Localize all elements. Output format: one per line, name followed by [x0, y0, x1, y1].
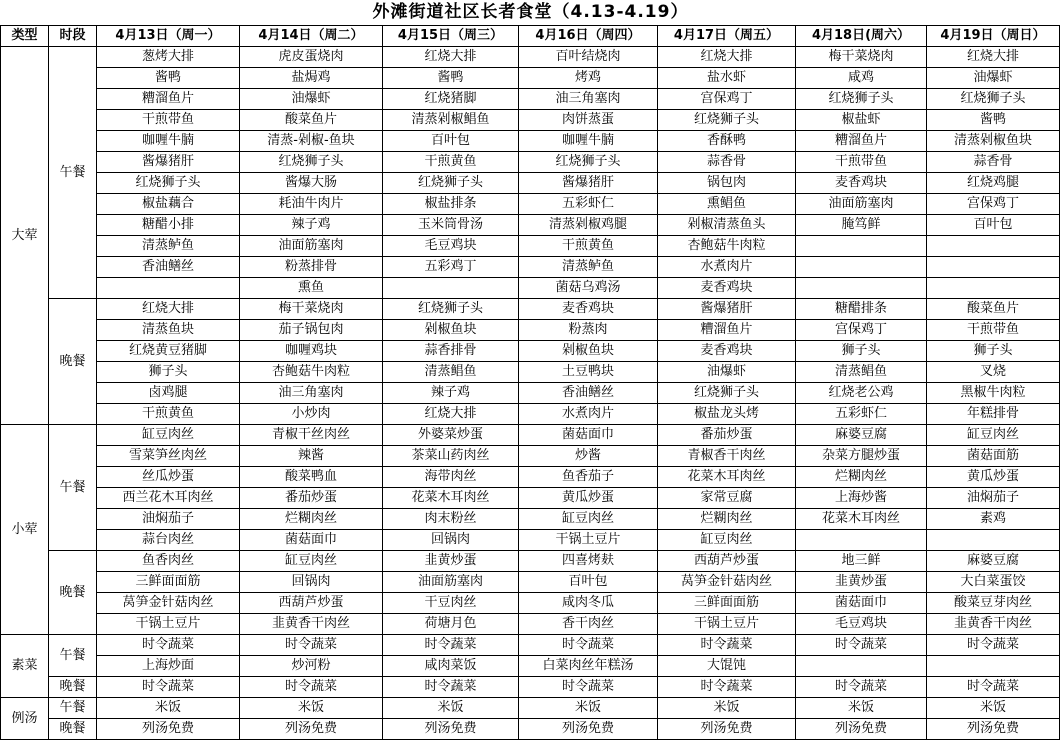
dish-cell: 四喜烤麸: [519, 551, 658, 572]
table-row: [1, 614, 1060, 635]
dish-cell: 清蒸鲈鱼: [97, 236, 240, 257]
meal-period-cell: 晚餐: [49, 719, 97, 740]
dish-cell: 干煎黄鱼: [97, 404, 240, 425]
dish-cell: 五彩鸡丁: [383, 257, 519, 278]
dish-cell: 茶菜山药肉丝: [383, 446, 519, 467]
table-row: [1, 425, 1060, 446]
dish-cell: 蒜香骨: [658, 152, 796, 173]
dish-cell: 红烧狮子头: [519, 152, 658, 173]
dish-cell: 大馄饨: [658, 656, 796, 677]
dish-cell: 青椒干丝肉丝: [240, 425, 383, 446]
dish-cell: 干豆肉丝: [383, 593, 519, 614]
dish-cell: 缸豆肉丝: [927, 425, 1060, 446]
meal-period-cell: 晚餐: [49, 551, 97, 635]
table-row: [1, 530, 1060, 551]
dish-cell: 小炒肉: [240, 404, 383, 425]
dish-cell: 耗油牛肉片: [240, 194, 383, 215]
category-cell: 例汤: [1, 698, 49, 740]
header-cell: 4月14日（周二）: [240, 26, 383, 47]
dish-cell: 酱爆大肠: [240, 173, 383, 194]
dish-cell: 时令蔬菜: [519, 677, 658, 698]
dish-cell: 西兰花木耳肉丝: [97, 488, 240, 509]
dish-cell: 辣子鸡: [240, 215, 383, 236]
dish-cell: 盐水虾: [658, 68, 796, 89]
dish-cell: 毛豆鸡块: [796, 614, 927, 635]
dish-cell: 鱼香茄子: [519, 467, 658, 488]
dish-cell: 五彩虾仁: [519, 194, 658, 215]
dish-cell: 辣子鸡: [383, 383, 519, 404]
dish-cell: 时令蔬菜: [240, 677, 383, 698]
dish-cell: 咸鸡: [796, 68, 927, 89]
dish-cell: 菌菇面巾: [240, 530, 383, 551]
dish-cell: 鱼香肉丝: [97, 551, 240, 572]
dish-cell: [927, 278, 1060, 299]
dish-cell: 干煎带鱼: [927, 320, 1060, 341]
dish-cell: 油爆虾: [927, 68, 1060, 89]
dish-cell: 宫保鸡丁: [658, 89, 796, 110]
dish-cell: 菌菇乌鸡汤: [519, 278, 658, 299]
dish-cell: 清蒸剁椒鸡腿: [519, 215, 658, 236]
dish-cell: 红烧大排: [97, 299, 240, 320]
dish-cell: 回锅肉: [240, 572, 383, 593]
dish-cell: 清蒸-剁椒-鱼块: [240, 131, 383, 152]
category-cell: 小荤: [1, 425, 49, 635]
meal-period-cell: 午餐: [49, 425, 97, 551]
dish-cell: 黑椒牛肉粒: [927, 383, 1060, 404]
dish-cell: 梅干菜烧肉: [240, 299, 383, 320]
dish-cell: 红烧狮子头: [97, 173, 240, 194]
dish-cell: 玉米筒骨汤: [383, 215, 519, 236]
dish-cell: 米饭: [97, 698, 240, 719]
dish-cell: 酸菜鱼片: [240, 110, 383, 131]
dish-cell: 时令蔬菜: [658, 635, 796, 656]
dish-cell: 时令蔬菜: [97, 635, 240, 656]
dish-cell: 白菜肉丝年糕汤: [519, 656, 658, 677]
category-cell: 大荤: [1, 47, 49, 425]
dish-cell: 列汤免费: [240, 719, 383, 740]
table-row: [1, 215, 1060, 236]
dish-cell: 干锅土豆片: [519, 530, 658, 551]
dish-cell: 菌菇面巾: [796, 593, 927, 614]
dish-cell: 莴笋金针菇肉丝: [97, 593, 240, 614]
table-row: [1, 509, 1060, 530]
dish-cell: 清蒸剁椒鱼块: [927, 131, 1060, 152]
dish-cell: 缸豆肉丝: [658, 530, 796, 551]
dish-cell: 咖喱鸡块: [240, 341, 383, 362]
table-row: [1, 194, 1060, 215]
dish-cell: 回锅肉: [383, 530, 519, 551]
dish-cell: 土豆鸭块: [519, 362, 658, 383]
dish-cell: 酱鸭: [97, 68, 240, 89]
dish-cell: 百叶包: [927, 215, 1060, 236]
dish-cell: 番茄炒蛋: [658, 425, 796, 446]
table-row: [1, 152, 1060, 173]
header-cell: 4月17日（周五）: [658, 26, 796, 47]
table-row: [1, 89, 1060, 110]
table-row: [1, 383, 1060, 404]
table-row: [1, 467, 1060, 488]
dish-cell: 辣酱: [240, 446, 383, 467]
dish-cell: 上海炒面: [97, 656, 240, 677]
dish-cell: 番茄炒蛋: [240, 488, 383, 509]
dish-cell: 红烧老公鸡: [796, 383, 927, 404]
dish-cell: 卤鸡腿: [97, 383, 240, 404]
dish-cell: 麦香鸡块: [658, 278, 796, 299]
table-row: [1, 698, 1060, 719]
dish-cell: 红烧狮子头: [658, 110, 796, 131]
dish-cell: 梅干菜烧肉: [796, 47, 927, 68]
dish-cell: 米饭: [927, 698, 1060, 719]
dish-cell: 咖喱牛腩: [97, 131, 240, 152]
category-cell: 素菜: [1, 635, 49, 698]
table-row: [1, 47, 1060, 68]
dish-cell: 菌菇面巾: [519, 425, 658, 446]
dish-cell: 酱爆猪肝: [97, 152, 240, 173]
dish-cell: 韭黄香干肉丝: [240, 614, 383, 635]
dish-cell: 列汤免费: [519, 719, 658, 740]
dish-cell: 上海炒酱: [796, 488, 927, 509]
dish-cell: 红烧大排: [383, 47, 519, 68]
dish-cell: 五彩虾仁: [796, 404, 927, 425]
dish-cell: 麦香鸡块: [519, 299, 658, 320]
dish-cell: 葱烤大排: [97, 47, 240, 68]
header-cell: 时段: [49, 26, 97, 47]
table-row: [1, 341, 1060, 362]
dish-cell: 麦香鸡块: [796, 173, 927, 194]
header-cell: 4月18日(周六）: [796, 26, 927, 47]
header-cell: 4月15日（周三）: [383, 26, 519, 47]
dish-cell: 红烧猪脚: [383, 89, 519, 110]
dish-cell: 丝瓜炒蛋: [97, 467, 240, 488]
dish-cell: 清蒸剁椒鲳鱼: [383, 110, 519, 131]
meal-period-cell: 午餐: [49, 635, 97, 677]
dish-cell: 蒜香排骨: [383, 341, 519, 362]
dish-cell: 香油鳝丝: [97, 257, 240, 278]
dish-cell: [927, 530, 1060, 551]
dish-cell: 油面筋塞肉: [240, 236, 383, 257]
dish-cell: 酱爆猪肝: [658, 299, 796, 320]
table-row: [1, 404, 1060, 425]
dish-cell: 花菜木耳肉丝: [796, 509, 927, 530]
dish-cell: 百叶结烧肉: [519, 47, 658, 68]
dish-cell: 酸菜豆芽肉丝: [927, 593, 1060, 614]
dish-cell: 杏鲍菇牛肉粒: [240, 362, 383, 383]
dish-cell: 椒盐藕合: [97, 194, 240, 215]
meal-period-cell: 晚餐: [49, 677, 97, 698]
dish-cell: 香酥鸭: [658, 131, 796, 152]
dish-cell: [97, 278, 240, 299]
table-row: [1, 719, 1060, 740]
meal-period-cell: 午餐: [49, 47, 97, 299]
table-row: [1, 257, 1060, 278]
dish-cell: 叉烧: [927, 362, 1060, 383]
dish-cell: 三鲜面面筋: [97, 572, 240, 593]
menu-table: [0, 25, 1060, 740]
dish-cell: 缸豆肉丝: [97, 425, 240, 446]
table-row: [1, 68, 1060, 89]
dish-cell: 红烧狮子头: [383, 173, 519, 194]
dish-cell: 麦香鸡块: [658, 341, 796, 362]
dish-cell: 锅包肉: [658, 173, 796, 194]
table-row: [1, 551, 1060, 572]
dish-cell: 香干肉丝: [519, 614, 658, 635]
dish-cell: 米饭: [240, 698, 383, 719]
dish-cell: 油面筋塞肉: [383, 572, 519, 593]
dish-cell: 时令蔬菜: [519, 635, 658, 656]
table-row: [1, 362, 1060, 383]
dish-cell: 时令蔬菜: [658, 677, 796, 698]
dish-cell: 干锅土豆片: [97, 614, 240, 635]
dish-cell: 糟溜鱼片: [658, 320, 796, 341]
dish-cell: 韭黄香干肉丝: [927, 614, 1060, 635]
dish-cell: 粉蒸肉: [519, 320, 658, 341]
dish-cell: 米饭: [383, 698, 519, 719]
dish-cell: 干煎黄鱼: [383, 152, 519, 173]
dish-cell: 缸豆肉丝: [240, 551, 383, 572]
dish-cell: 时令蔬菜: [927, 677, 1060, 698]
dish-cell: 大白菜蛋饺: [927, 572, 1060, 593]
table-row: [1, 446, 1060, 467]
dish-cell: 咖喱牛腩: [519, 131, 658, 152]
dish-cell: 红烧鸡腿: [927, 173, 1060, 194]
dish-cell: 列汤免费: [796, 719, 927, 740]
dish-cell: 肉饼蒸蛋: [519, 110, 658, 131]
dish-cell: 烤鸡: [519, 68, 658, 89]
dish-cell: 黄瓜炒蛋: [519, 488, 658, 509]
header-cell: 类型: [1, 26, 49, 47]
dish-cell: 烂糊肉丝: [796, 467, 927, 488]
dish-cell: 剁椒清蒸鱼头: [658, 215, 796, 236]
dish-cell: 米饭: [796, 698, 927, 719]
dish-cell: 时令蔬菜: [97, 677, 240, 698]
dish-cell: 清蒸鱼块: [97, 320, 240, 341]
dish-cell: 年糕排骨: [927, 404, 1060, 425]
dish-cell: [796, 656, 927, 677]
dish-cell: 烂糊肉丝: [240, 509, 383, 530]
dish-cell: 青椒香干肉丝: [658, 446, 796, 467]
dish-cell: 百叶包: [519, 572, 658, 593]
dish-cell: 西葫芦炒蛋: [658, 551, 796, 572]
dish-cell: 西葫芦炒蛋: [240, 593, 383, 614]
dish-cell: 干煎带鱼: [796, 152, 927, 173]
dish-cell: 干锅土豆片: [658, 614, 796, 635]
table-row: [1, 278, 1060, 299]
dish-cell: 油面筋塞肉: [796, 194, 927, 215]
dish-cell: 列汤免费: [97, 719, 240, 740]
dish-cell: 莴笋金针菇肉丝: [658, 572, 796, 593]
header-row: [1, 26, 1060, 47]
dish-cell: 毛豆鸡块: [383, 236, 519, 257]
dish-cell: 三鲜面面筋: [658, 593, 796, 614]
dish-cell: 米饭: [519, 698, 658, 719]
dish-cell: 酱鸭: [927, 110, 1060, 131]
dish-cell: 米饭: [658, 698, 796, 719]
dish-cell: 红烧狮子头: [796, 89, 927, 110]
dish-cell: 狮子头: [796, 341, 927, 362]
dish-cell: 韭黄炒蛋: [796, 572, 927, 593]
dish-cell: 剁椒鱼块: [383, 320, 519, 341]
dish-cell: 水煮肉片: [658, 257, 796, 278]
table-row: [1, 656, 1060, 677]
dish-cell: 黄瓜炒蛋: [927, 467, 1060, 488]
dish-cell: 油爆虾: [240, 89, 383, 110]
dish-cell: 虎皮蛋烧肉: [240, 47, 383, 68]
dish-cell: 宫保鸡丁: [796, 320, 927, 341]
dish-cell: 糖醋排条: [796, 299, 927, 320]
header-cell: 4月16日（周四）: [519, 26, 658, 47]
dish-cell: 水煮肉片: [519, 404, 658, 425]
dish-cell: 熏鱼: [240, 278, 383, 299]
dish-cell: 红烧狮子头: [240, 152, 383, 173]
dish-cell: 列汤免费: [658, 719, 796, 740]
dish-cell: 椒盐虾: [796, 110, 927, 131]
dish-cell: 红烧黄豆猪脚: [97, 341, 240, 362]
table-row: [1, 110, 1060, 131]
dish-cell: 酱鸭: [383, 68, 519, 89]
table-row: [1, 635, 1060, 656]
dish-cell: 杂菜方腿炒蛋: [796, 446, 927, 467]
dish-cell: 粉蒸排骨: [240, 257, 383, 278]
dish-cell: 缸豆肉丝: [519, 509, 658, 530]
dish-cell: 炒河粉: [240, 656, 383, 677]
dish-cell: 时令蔬菜: [796, 635, 927, 656]
dish-cell: 干煎黄鱼: [519, 236, 658, 257]
dish-cell: 麻婆豆腐: [796, 425, 927, 446]
menu-body: [1, 47, 1060, 740]
dish-cell: 列汤免费: [927, 719, 1060, 740]
dish-cell: [796, 257, 927, 278]
dish-cell: 狮子头: [927, 341, 1060, 362]
dish-cell: 剁椒鱼块: [519, 341, 658, 362]
dish-cell: 香油鳝丝: [519, 383, 658, 404]
dish-cell: 红烧狮子头: [658, 383, 796, 404]
dish-cell: 家常豆腐: [658, 488, 796, 509]
table-row: [1, 299, 1060, 320]
dish-cell: 酸菜鸭血: [240, 467, 383, 488]
table-row: [1, 593, 1060, 614]
dish-cell: [927, 236, 1060, 257]
dish-cell: 油三角塞肉: [240, 383, 383, 404]
dish-cell: 时令蔬菜: [796, 677, 927, 698]
table-row: [1, 320, 1060, 341]
dish-cell: 糟溜鱼片: [97, 89, 240, 110]
dish-cell: 糟溜鱼片: [796, 131, 927, 152]
dish-cell: [796, 278, 927, 299]
dish-cell: 时令蔬菜: [240, 635, 383, 656]
dish-cell: 蒜台肉丝: [97, 530, 240, 551]
dish-cell: 花菜木耳肉丝: [658, 467, 796, 488]
dish-cell: 酱爆猪肝: [519, 173, 658, 194]
dish-cell: 红烧大排: [383, 404, 519, 425]
dish-cell: 烂糊肉丝: [658, 509, 796, 530]
table-row: [1, 677, 1060, 698]
dish-cell: 百叶包: [383, 131, 519, 152]
dish-cell: 菌菇面筋: [927, 446, 1060, 467]
table-row: [1, 173, 1060, 194]
dish-cell: 清蒸鲈鱼: [519, 257, 658, 278]
dish-cell: 油焖茄子: [97, 509, 240, 530]
dish-cell: 酸菜鱼片: [927, 299, 1060, 320]
dish-cell: 糖醋小排: [97, 215, 240, 236]
dish-cell: 红烧狮子头: [383, 299, 519, 320]
dish-cell: 地三鲜: [796, 551, 927, 572]
table-row: [1, 488, 1060, 509]
dish-cell: 韭黄炒蛋: [383, 551, 519, 572]
dish-cell: 杏鲍菇牛肉粒: [658, 236, 796, 257]
dish-cell: 茄子锅包肉: [240, 320, 383, 341]
dish-cell: 素鸡: [927, 509, 1060, 530]
dish-cell: 椒盐龙头烤: [658, 404, 796, 425]
table-row: [1, 131, 1060, 152]
table-row: [1, 236, 1060, 257]
dish-cell: 花菜木耳肉丝: [383, 488, 519, 509]
header-cell: 4月19日（周日）: [927, 26, 1060, 47]
dish-cell: 清蒸鲳鱼: [383, 362, 519, 383]
dish-cell: 油三角塞肉: [519, 89, 658, 110]
dish-cell: 时令蔬菜: [383, 677, 519, 698]
dish-cell: 干煎带鱼: [97, 110, 240, 131]
dish-cell: 海带肉丝: [383, 467, 519, 488]
dish-cell: 炒酱: [519, 446, 658, 467]
dish-cell: 雪菜笋丝肉丝: [97, 446, 240, 467]
meal-period-cell: 午餐: [49, 698, 97, 719]
dish-cell: 熏鲳鱼: [658, 194, 796, 215]
dish-cell: 荷塘月色: [383, 614, 519, 635]
dish-cell: 列汤免费: [383, 719, 519, 740]
page-title: 外滩街道社区长者食堂（4.13-4.19）: [372, 2, 689, 22]
dish-cell: 宫保鸡丁: [927, 194, 1060, 215]
dish-cell: [796, 236, 927, 257]
header-cell: 4月13日（周一）: [97, 26, 240, 47]
dish-cell: 清蒸鲳鱼: [796, 362, 927, 383]
dish-cell: 红烧大排: [658, 47, 796, 68]
dish-cell: 盐焗鸡: [240, 68, 383, 89]
dish-cell: 咸肉菜饭: [383, 656, 519, 677]
dish-cell: [927, 656, 1060, 677]
dish-cell: 咸肉冬瓜: [519, 593, 658, 614]
dish-cell: 椒盐排条: [383, 194, 519, 215]
dish-cell: 腌笃鲜: [796, 215, 927, 236]
dish-cell: 狮子头: [97, 362, 240, 383]
dish-cell: [927, 257, 1060, 278]
dish-cell: 肉末粉丝: [383, 509, 519, 530]
table-row: [1, 572, 1060, 593]
dish-cell: [383, 278, 519, 299]
dish-cell: 红烧狮子头: [927, 89, 1060, 110]
dish-cell: 时令蔬菜: [383, 635, 519, 656]
dish-cell: 红烧大排: [927, 47, 1060, 68]
dish-cell: 外婆菜炒蛋: [383, 425, 519, 446]
dish-cell: 油焖茄子: [927, 488, 1060, 509]
dish-cell: [796, 530, 927, 551]
meal-period-cell: 晚餐: [49, 299, 97, 425]
dish-cell: 麻婆豆腐: [927, 551, 1060, 572]
dish-cell: 蒜香骨: [927, 152, 1060, 173]
dish-cell: 油爆虾: [658, 362, 796, 383]
dish-cell: 时令蔬菜: [927, 635, 1060, 656]
